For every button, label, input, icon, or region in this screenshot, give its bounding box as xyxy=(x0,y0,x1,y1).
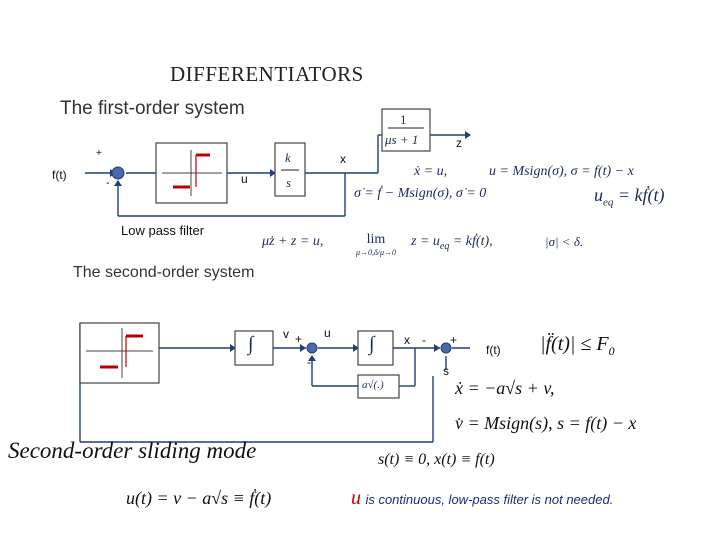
integrator1-symbol: ∫ xyxy=(248,333,254,355)
eq-vdot: v̇ = Msign(s), s = f(t) − x xyxy=(455,413,637,433)
second-order-sliding-mode-heading: Second-order sliding mode xyxy=(8,438,257,463)
diagram1-state-label: x xyxy=(340,152,346,166)
diagram2-relay-block xyxy=(80,323,159,383)
diagram2-minus-sign: - xyxy=(307,355,311,369)
diagram1-gain-numerator: k xyxy=(285,150,291,165)
diagram2-f-plus: + xyxy=(450,333,458,347)
diagram2-summing-junction-1 xyxy=(307,343,317,353)
diagram2-integrator2-block xyxy=(358,331,393,365)
sqrt-block-label: a√(.) xyxy=(362,379,384,391)
diagram2-integrator1-block xyxy=(235,331,273,365)
eq-u-final: u(t) = v − a√s ≡ ḟ(t) xyxy=(126,488,272,508)
low-pass-filter-label: Low pass filter xyxy=(121,223,205,238)
diagram2-x-minus: - xyxy=(422,333,426,347)
diagram1-filter-denominator: μs + 1 xyxy=(385,132,419,147)
integrator2-symbol: ∫ xyxy=(369,333,375,355)
slide-title: DIFFERENTIATORS xyxy=(170,62,364,86)
eq-u-definition: u = Msign(σ), σ = f(t) − x xyxy=(489,164,634,179)
eq-u-equivalent: $u_{eq}$ = kḟ(t) xyxy=(594,185,665,209)
diagram1-gain-denominator: s xyxy=(286,175,292,190)
diagram1-minus-sign: - xyxy=(106,177,110,189)
diagram1-filter-numerator: 1 xyxy=(400,112,407,127)
section-first-order-heading: The first-order system xyxy=(60,98,245,119)
eq-bound-fddot: |f̈(t)| ≤ $F_0$ xyxy=(540,333,615,358)
diagram1-input-label: f(t) xyxy=(52,168,67,182)
eq-limit: lim μ→0,δ/μ→0 xyxy=(356,232,396,257)
diagram1-plus-sign: + xyxy=(96,148,102,159)
eq-s-identity: s(t) ≡ 0, x(t) ≡ f(t) xyxy=(378,451,495,468)
diagram1-summing-junction xyxy=(112,167,124,179)
eq-xdot-second-order: ẋ = −a√s + v, xyxy=(455,378,555,398)
diagram2-x-label: x xyxy=(404,333,410,347)
diagram1-control-label: u xyxy=(241,172,248,186)
diagram2-plus-sign: + xyxy=(295,332,303,346)
eq-sigma-bound: |σ| < δ. xyxy=(545,234,584,249)
eq-limit-result: $z = u_{eq}$ = kḟ(t), xyxy=(411,234,493,252)
diagram1-output-label: z xyxy=(456,136,462,150)
eq-sigmadot: σ̇ = ḟ − Msign(σ), σ̇ = 0 xyxy=(354,186,487,201)
diagram2-u-label: u xyxy=(324,326,331,340)
diagram2-s-label: s xyxy=(443,364,449,378)
u-continuous-note: u is continuous, low-pass filter is not needed. xyxy=(351,487,614,509)
diagram2-input-label: f(t) xyxy=(486,343,501,357)
eq-filter-dynamics: μż + z = u, xyxy=(262,234,324,249)
eq-xdot-u: ẋ = u, xyxy=(414,164,448,179)
section-second-order-heading: The second-order system xyxy=(73,264,255,281)
diagram2-v-label: v xyxy=(283,327,289,341)
